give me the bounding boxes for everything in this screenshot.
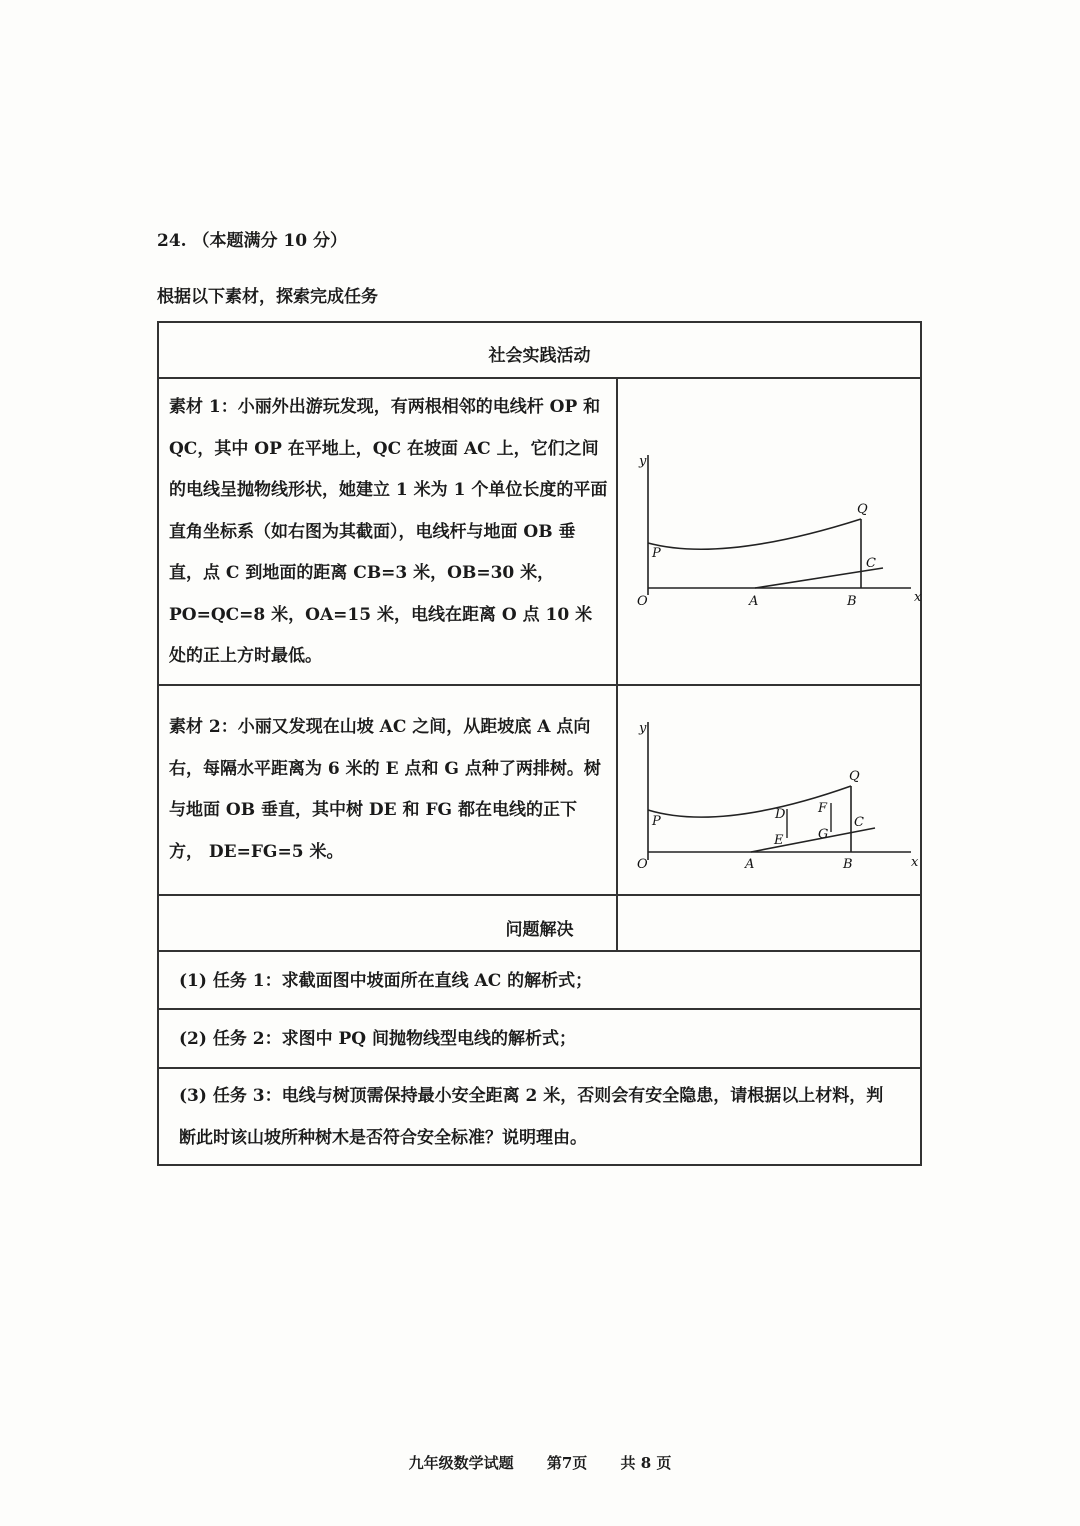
task-1: (1) 任务 1：求截面图中坡面所在直线 AC 的解析式；: [179, 971, 593, 991]
slope-ac: [755, 568, 883, 588]
label-c: C: [854, 815, 864, 830]
solve-title: 问题解决: [505, 920, 574, 940]
label-e: E: [774, 833, 784, 848]
label-c: C: [866, 556, 876, 571]
label-q: Q: [849, 769, 860, 784]
task-2: (2) 任务 2：求图中 PQ 间抛物线型电线的解析式；: [179, 1029, 577, 1049]
footer-total: 共 8 页: [620, 1454, 672, 1472]
row-divider: [159, 684, 920, 686]
material-1-text: 素材 1：小丽外出游玩发现，有两根相邻的电线杆 OP 和 QC，其中 OP 在平地上，QC 在坡面 AC 上，它们之间的电线呈抛物线形状，她建立 1 米为 1 个单位长度的平面直角坐标系（如右图为其截面），电线杆与地面 OB 垂直，点 C 到地面的距离 CB=3 米，OB=30 米，PO=QC=8 米，OA=15 米，电线在距离 O 点 10 米处的正上方时最低。: [169, 397, 608, 666]
row-divider: [159, 377, 920, 379]
diagram-2: [625, 708, 925, 878]
column-divider: [616, 377, 618, 950]
label-q: Q: [857, 502, 868, 517]
footer-subject: 九年级数学试题: [408, 1454, 514, 1472]
label-b: B: [847, 594, 857, 609]
activity-table: [157, 321, 922, 1166]
page-footer: [0, 1452, 1080, 1473]
label-g: G: [818, 827, 829, 842]
question-intro: 根据以下素材，探索完成任务: [157, 287, 378, 307]
footer-page: 第7页: [546, 1454, 588, 1472]
label-x: x: [911, 855, 919, 870]
activity-title: 社会实践活动: [488, 346, 591, 366]
label-a: A: [745, 857, 755, 872]
label-y: y: [639, 721, 647, 736]
label-x: x: [914, 590, 922, 605]
label-p: P: [652, 546, 661, 561]
label-d: D: [775, 807, 786, 822]
material-2-text: 素材 2：小丽又发现在山坡 AC 之间，从距坡底 A 点向右，每隔水平距离为 6 米的 E 点和 G 点种了两排树。树与地面 OB 垂直，其中树 DE 和 FG 都在电线的正下方， DE=FG=5 米。: [169, 717, 601, 862]
label-a: A: [749, 594, 759, 609]
row-divider: [159, 950, 920, 952]
label-o: O: [637, 594, 648, 609]
label-b: B: [843, 857, 853, 872]
label-o: O: [637, 857, 648, 872]
label-p: P: [652, 814, 661, 829]
question-header: 24. （本题满分 10 分）: [157, 231, 347, 251]
row-divider: [159, 1008, 920, 1010]
task-3: (3) 任务 3：电线与树顶需保持最小安全距离 2 米，否则会有安全隐患，请根据以上材料，判断此时该山坡所种树木是否符合安全标准？说明理由。: [179, 1086, 884, 1148]
label-y: y: [639, 454, 647, 469]
row-divider: [159, 1067, 920, 1069]
row-divider: [159, 894, 920, 896]
diagram-1: [625, 443, 925, 613]
label-f: F: [818, 801, 828, 816]
power-line-curve: [648, 519, 861, 549]
